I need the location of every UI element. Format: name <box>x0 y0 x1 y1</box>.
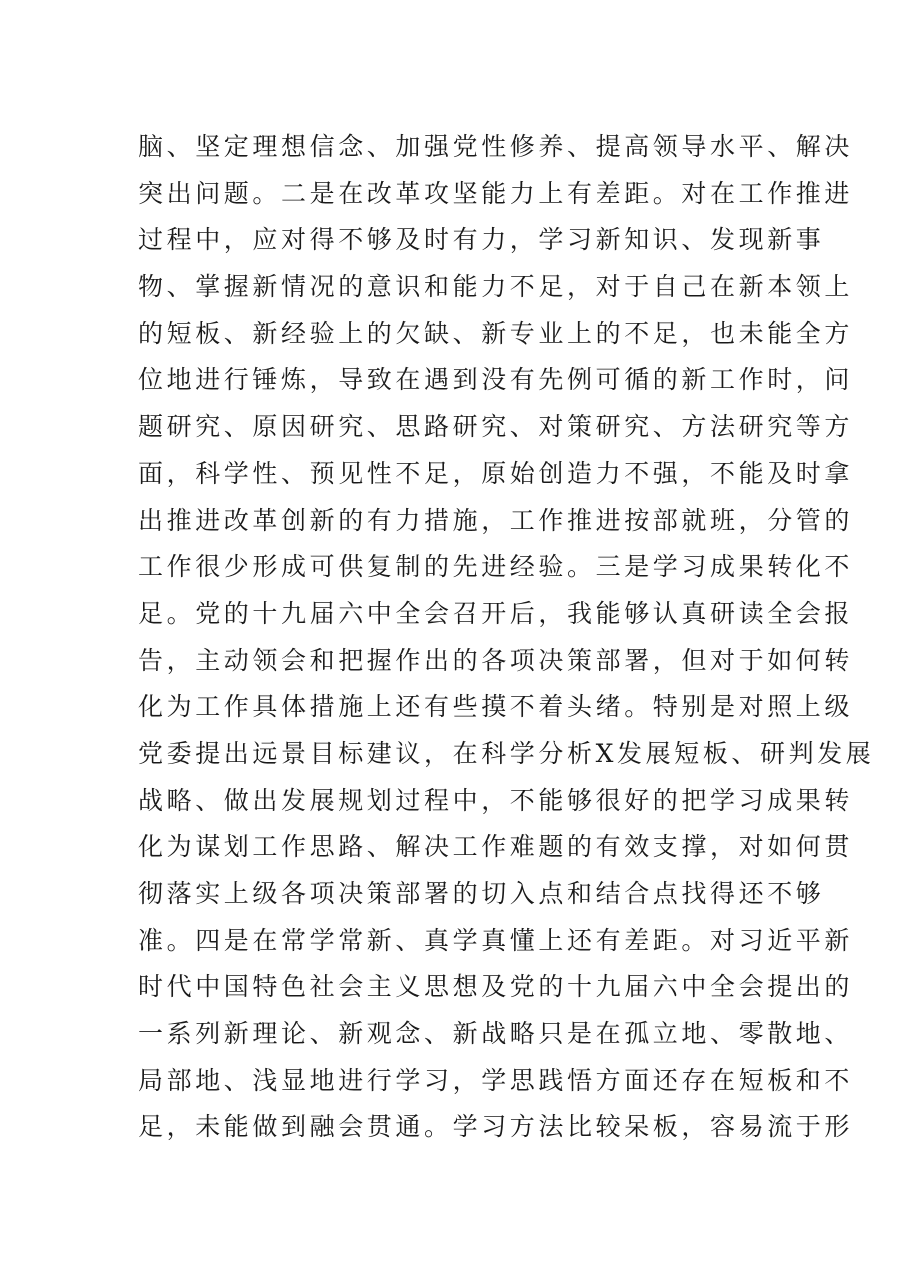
text-line: 时代中国特色社会主义思想及党的十九届六中全会提出的 <box>138 972 854 1002</box>
text-line: 局部地、浅显地进行学习，学思践悟方面还存在短板和不 <box>138 1065 854 1095</box>
text-line: 告，主动领会和把握作出的各项决策部署，但对于如何转 <box>138 645 854 675</box>
text-line: 出推进改革创新的有力措施，工作推进按部就班，分管的 <box>138 505 854 535</box>
text-line: 化为谋划工作思路、解决工作难题的有效支撑，对如何贯 <box>138 832 854 862</box>
text-line: 脑、坚定理想信念、加强党性修养、提高领导水平、解决 <box>138 132 854 161</box>
text-line: 党委提出远景目标建议，在科学分析X发展短板、研判发展 <box>138 738 875 768</box>
text-line: 化为工作具体措施上还有些摸不着头绪。特别是对照上级 <box>138 692 854 722</box>
text-line: 物、掌握新情况的意识和能力不足，对于自己在新本领上 <box>138 272 854 302</box>
text-line: 突出问题。二是在改革攻坚能力上有差距。对在工作推进 <box>138 178 854 208</box>
text-line: 工作很少形成可供复制的先进经验。三是学习成果转化不 <box>138 552 854 582</box>
text-line: 彻落实上级各项决策部署的切入点和结合点找得还不够 <box>138 879 825 908</box>
text-line: 过程中，应对得不够及时有力，学习新知识、发现新事 <box>138 225 825 255</box>
text-line: 准。四是在常学常新、真学真懂上还有差距。对习近平新 <box>138 925 854 955</box>
text-line: 足。党的十九届六中全会召开后，我能够认真研读全会报 <box>138 598 854 628</box>
text-line: 战略、做出发展规划过程中，不能够很好的把学习成果转 <box>138 785 854 815</box>
text-line: 的短板、新经验上的欠缺、新专业上的不足，也未能全方 <box>138 318 854 348</box>
text-line: 一系列新理论、新观念、新战略只是在孤立地、零散地、 <box>138 1019 854 1049</box>
text-line: 位地进行锤炼，导致在遇到没有先例可循的新工作时，问 <box>138 365 854 395</box>
text-line: 足，未能做到融会贯通。学习方法比较呆板，容易流于形 <box>138 1112 854 1142</box>
text-line: 面，科学性、预见性不足，原始创造力不强，不能及时拿 <box>138 458 854 488</box>
text-line: 题研究、原因研究、思路研究、对策研究、方法研究等方 <box>138 412 854 442</box>
body-text <box>138 124 875 1151</box>
